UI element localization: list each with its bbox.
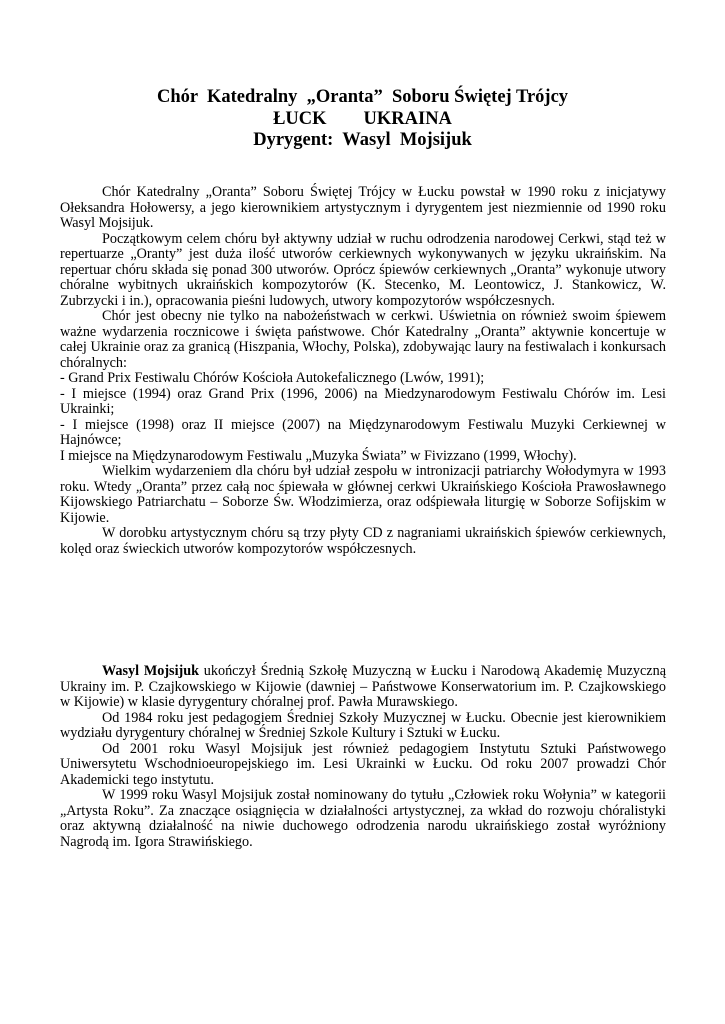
award-item: - Grand Prix Festiwalu Chórów Kościoła Autokefalicznego (Lwów, 1991); <box>60 370 485 386</box>
conductor-paragraph-text: ukończył Średnią Szkołę Muzyczną w Łucku i Narodową Akademię Muzyczną Ukrainy im. P. Czajkowskiego w Kijowie (dawniej – Państwowe Konserwatorium im. P. Czajkowskiego w Kijowie) w klasie dyrygentury chóralnej prof. Pawła Murawskiego. <box>60 663 666 710</box>
conductor-name: Wasyl Mojsijuk <box>102 663 200 679</box>
conductor-paragraph: Od 1984 roku jest pedagogiem Średniej Szkoły Muzycznej w Łucku. Obecnie jest kierownikiem wydziału dyrygentury chóralnej w Średniej Szkole Kultury i Sztuki w Łucku. <box>60 709 666 741</box>
choir-paragraph: Chór jest obecny nie tylko na nabożeństwach w cerkwi. Uświetnia on również swoim śpiewem ważne wydarzenia rocznicowe i święta państwowe. Chór Katedralny „Oranta” aktywnie koncertuje w całej Ukrainie oraz za granicą (Hiszpania, Włochy, Polska), zdobywając laury na festiwalach i konkursach chóralnych: <box>60 308 666 371</box>
award-item: I miejsce na Międzynarodowym Festiwalu „Muzyka Świata” w Fivizzano (1999, Włochy). <box>60 447 577 464</box>
choir-paragraph: W dorobku artystycznym chóru są trzy płyty CD z nagraniami ukraińskich śpiewów cerkiewnych, kolęd oraz świeckich utworów kompozytorów współczesnych. <box>60 525 666 557</box>
title-line-conductor: Dyrygent: Wasyl Mojsijuk <box>253 130 472 150</box>
conductor-section <box>60 664 666 850</box>
document-title <box>60 87 665 152</box>
conductor-paragraph: W 1999 roku Wasyl Mojsijuk został nominowany do tytułu „Człowiek roku Wołynia” w kategorii „Artysta Roku”. Za znaczące osiągnięcia w działalności artystycznej, za wkład do rozwoju chóralistyki oraz aktywną działalność na niwie duchowego odrodzenia narodu ukraińskiego został wyróżniony Nagrodą im. Igora Strawińskiego. <box>60 787 666 850</box>
choir-paragraph: Chór Katedralny „Oranta” Soboru Świętej Trójcy w Łucku powstał w 1990 roku z inicjatywy Ołeksandra Hołowersy, a jego kierownikiem artystycznym i dyrygentem jest niezmiennie od 1990 roku Wasyl Mojsijuk. <box>60 184 666 231</box>
title-line-location: ŁUCK UKRAINA <box>273 108 452 129</box>
choir-paragraph: Wielkim wydarzeniem dla chóru był udział zespołu w intronizacji patriarchy Wołodymyra w 1993 roku. Wtedy „Oranta” przez całą noc śpiewała w głównej cerkwi Ukraińskiego Kościoła Prawosławnego Kijowskiego Patriarchatu – Soborze Św. Włodzimierza, oraz odśpiewała liturgię w Soborze Sofijskim w Kijowie. <box>60 463 666 526</box>
conductor-paragraph: Od 2001 roku Wasyl Mojsijuk jest również pedagogiem Instytutu Sztuki Państwowego Uniwersytetu Wschodnioeuropejskiego im. Lesi Ukrainki w Łucku. Od roku 2007 prowadzi Chór Akademicki tego instytutu. <box>60 740 666 788</box>
award-item: - I miejsce (1994) oraz Grand Prix (1996, 2006) na Miedzynarodowym Festiwalu Chórów im. Lesi Ukrainki; <box>60 385 666 417</box>
choir-section <box>60 185 666 557</box>
choir-paragraph: Początkowym celem chóru był aktywny udział w ruchu odrodzenia narodowej Cerkwi, stąd też w repertuarze „Oranty” jest duża ilość utworów cerkiewnych wykonywanych w języku ukraińskim. Na repertuar chóru składa się ponad 300 utworów. Oprócz śpiewów cerkiewnych „Oranta” wykonuje utwory chóralne wybitnych ukraińskich kompozytorów (K. Stecenko, M. Leontowicz, J. Stankowicz, W. Zubrzycki i in.), opracowania pieśni ludowych, utwory kompozytorów współczesnych. <box>60 230 666 309</box>
title-line-choir: Chór Katedralny „Oranta” Soboru Świętej Trójcy <box>156 87 569 107</box>
conductor-paragraph <box>60 664 666 711</box>
award-item: - I miejsce (1998) oraz II miejsce (2007) na Międzynarodowym Festiwalu Muzyki Cerkiewnej w Hajnówce; <box>60 416 666 448</box>
